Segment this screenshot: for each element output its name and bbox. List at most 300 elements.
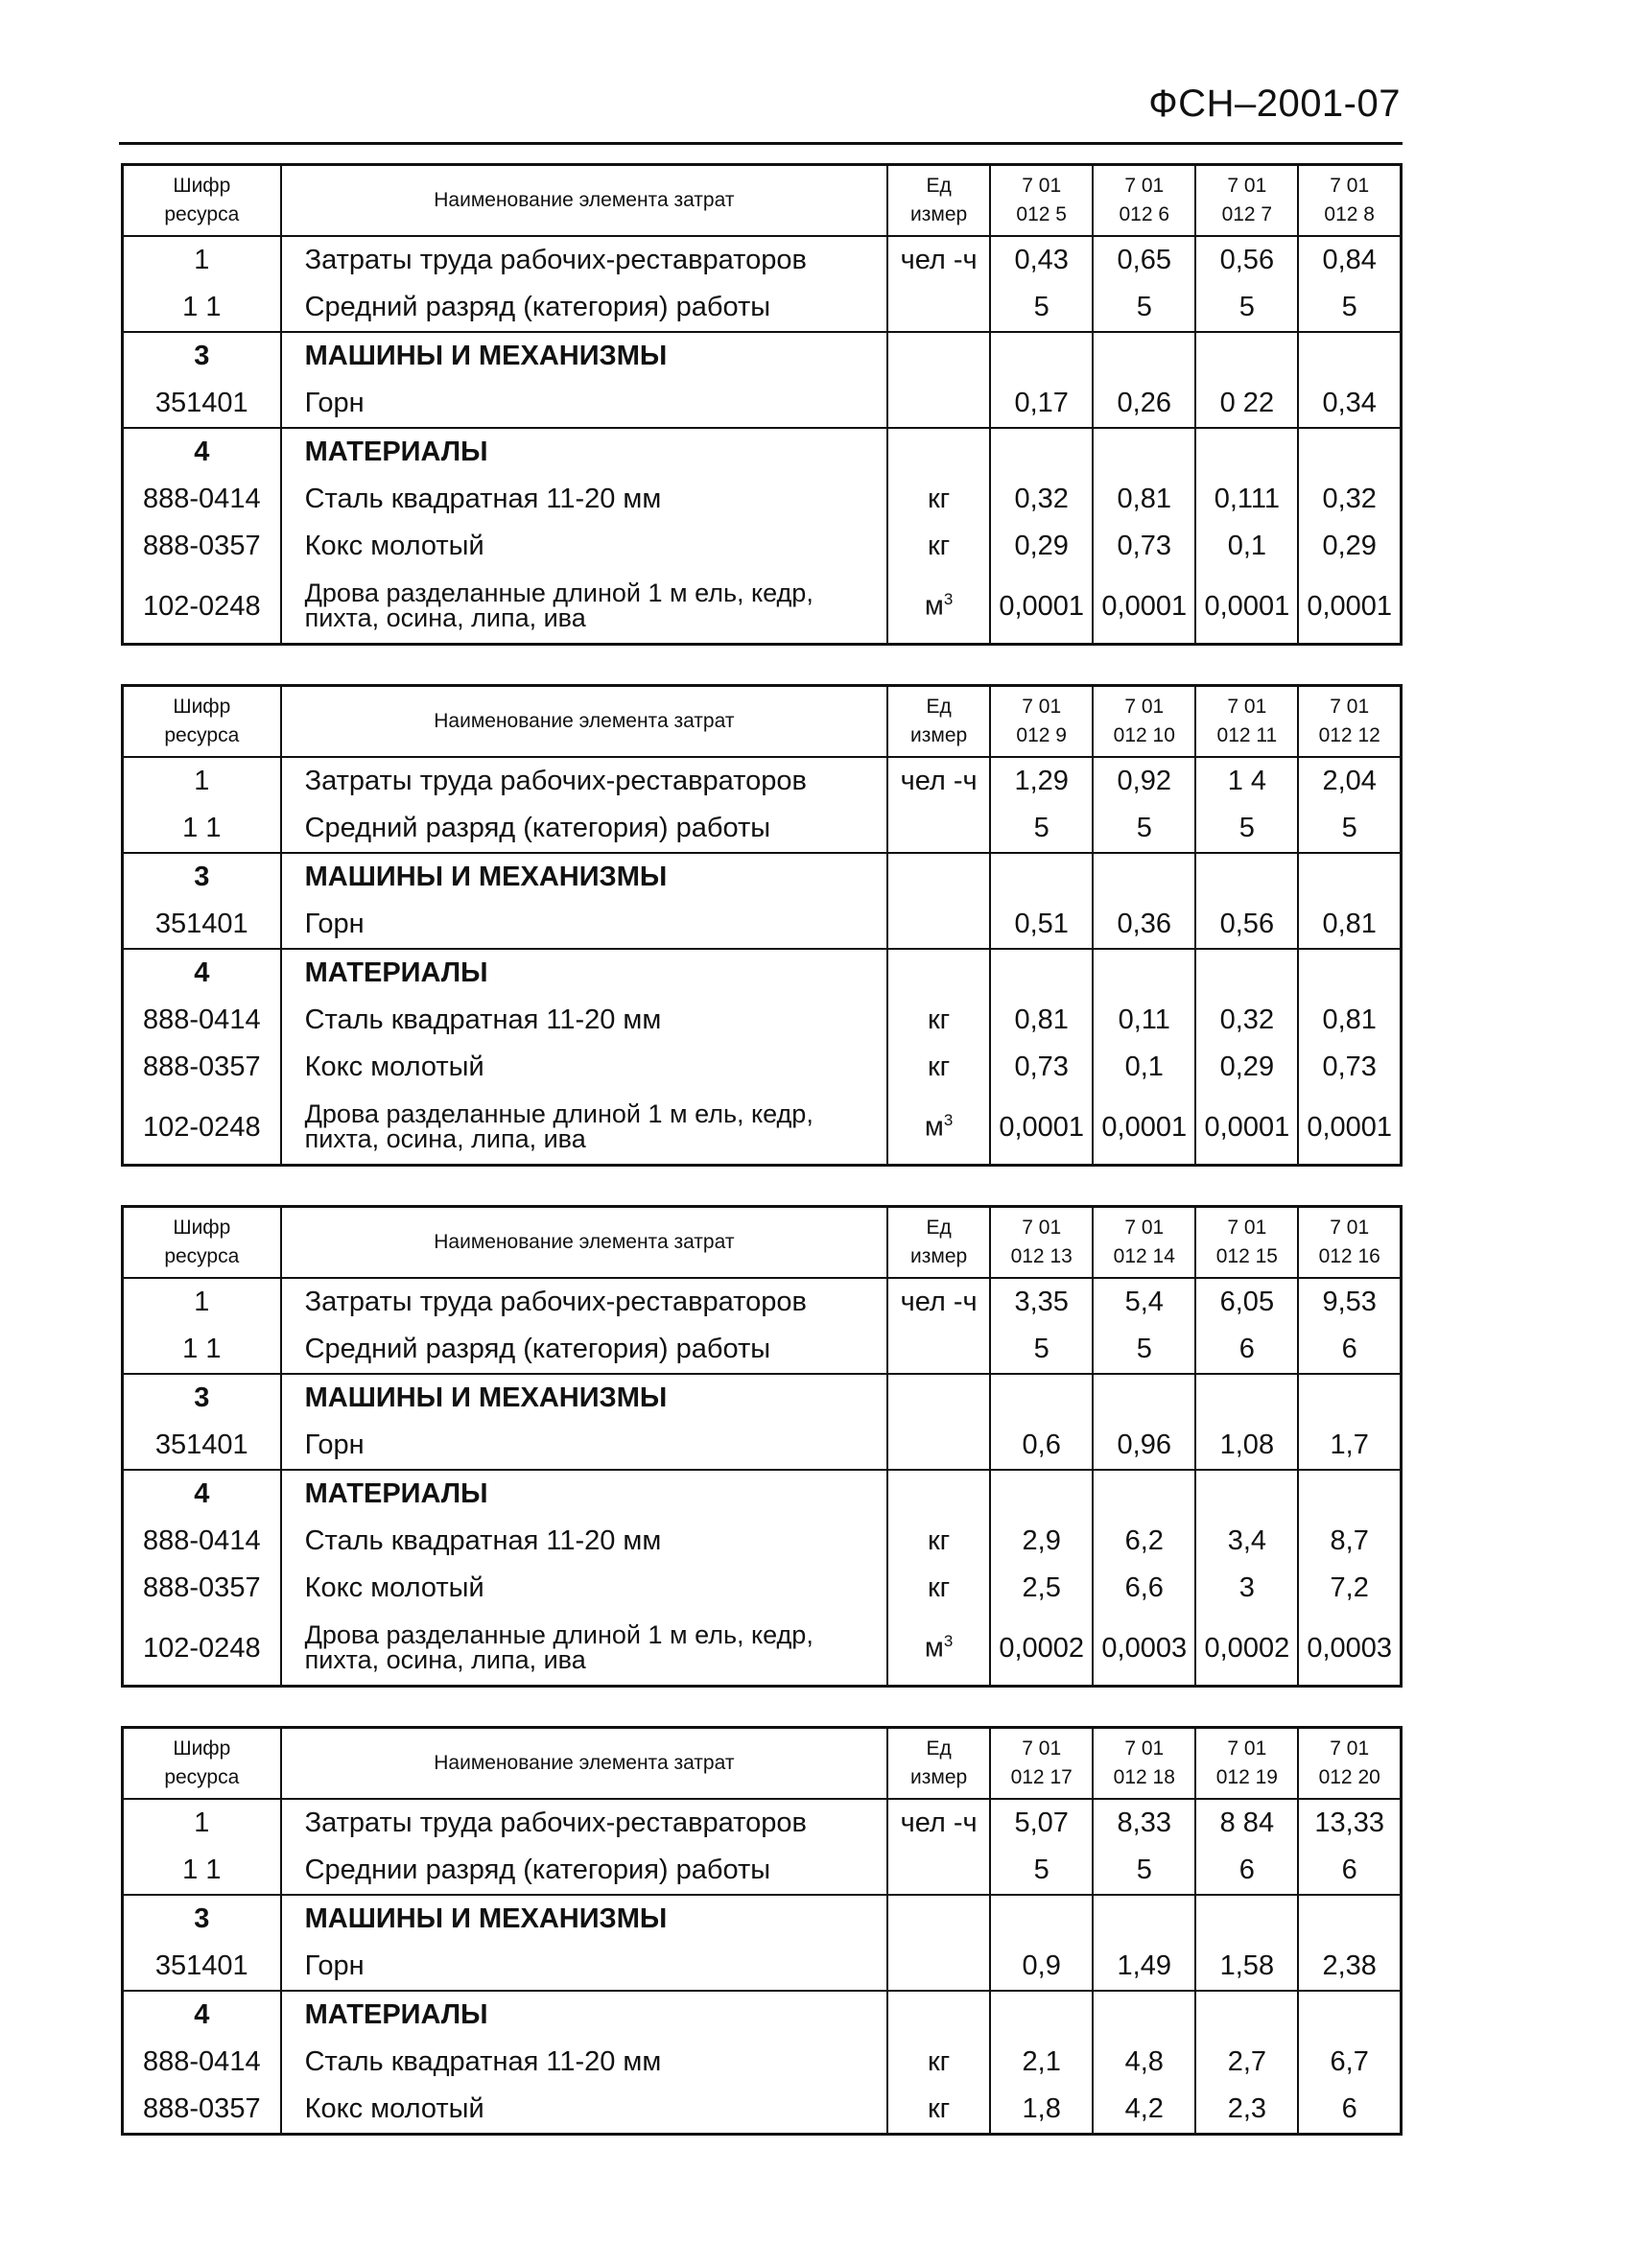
norm-value: 8,33 <box>1093 1799 1195 1847</box>
norm-value: 0,9 <box>990 1943 1093 1991</box>
resource-code: 888-0357 <box>123 1044 281 1091</box>
norm-value: 5 <box>1093 1326 1195 1374</box>
table-row <box>123 1991 1402 2039</box>
table-row <box>123 1470 1402 1518</box>
norm-value: 6 <box>1195 1326 1298 1374</box>
unit <box>887 380 990 428</box>
header-code <box>123 686 281 758</box>
norm-value <box>1093 1374 1195 1422</box>
table-row <box>123 997 1402 1044</box>
cost-element-name: Средний разряд (категория) работы <box>281 284 887 332</box>
norm-value: 0,0001 <box>1195 570 1298 645</box>
norm-value: 5 <box>1093 1847 1195 1895</box>
norm-value: 5 <box>1093 805 1195 853</box>
table-row <box>123 949 1402 997</box>
name-line2: пихта, осина, липа, ива <box>304 1645 586 1674</box>
resource-code: 3 <box>123 1374 281 1422</box>
resource-code: 1 1 <box>123 805 281 853</box>
table-row <box>123 476 1402 523</box>
norm-value: 0,32 <box>1298 476 1401 523</box>
norm-value <box>1195 1470 1298 1518</box>
norm-value: 1,7 <box>1298 1422 1401 1470</box>
table-row <box>123 2039 1402 2086</box>
table-header-row <box>123 1728 1402 1800</box>
header-norm-code <box>1093 165 1195 237</box>
table-row <box>123 1326 1402 1374</box>
name-line1: Дрова разделанные длиной 1 м ель, кедр, <box>304 1099 814 1129</box>
norm-code-line2: 012 12 <box>1318 724 1380 746</box>
norm-code-line1: 7 01 <box>1022 695 1062 718</box>
norm-code-line2: 012 13 <box>1010 1245 1073 1267</box>
norm-value: 0,84 <box>1298 236 1401 284</box>
table-row <box>123 236 1402 284</box>
cost-element-name: Затраты труда рабочих-реставраторов <box>281 1278 887 1326</box>
norm-value: 2,5 <box>990 1565 1093 1612</box>
norm-value: 6,05 <box>1195 1278 1298 1326</box>
unit <box>887 2086 990 2135</box>
norm-value: 0,34 <box>1298 380 1401 428</box>
resource-code: 4 <box>123 949 281 997</box>
norm-value <box>990 428 1093 476</box>
cost-element-name: МАТЕРИАЛЫ <box>281 1991 887 2039</box>
unit <box>887 570 990 645</box>
header-unit-line1: Ед <box>926 695 952 718</box>
unit <box>887 1518 990 1565</box>
resource-code: 1 1 <box>123 1847 281 1895</box>
cost-element-name: Горн <box>281 1943 887 1991</box>
cost-element-name <box>281 1091 887 1166</box>
cost-element-name: Затраты труда рабочих-реставраторов <box>281 236 887 284</box>
resource-code: 4 <box>123 1470 281 1518</box>
norm-value: 3 <box>1195 1565 1298 1612</box>
norm-value: 0,1 <box>1093 1044 1195 1091</box>
header-code <box>123 1207 281 1279</box>
unit <box>887 1565 990 1612</box>
cost-element-name: Затраты труда рабочих-реставраторов <box>281 757 887 805</box>
cost-element-name: МАШИНЫ И МЕХАНИЗМЫ <box>281 332 887 380</box>
norm-value: 0,32 <box>1195 997 1298 1044</box>
header-name: Наименование элемента затрат <box>281 686 887 758</box>
norm-value: 0,26 <box>1093 380 1195 428</box>
header-rule <box>119 142 1403 145</box>
norm-value: 1,29 <box>990 757 1093 805</box>
name-line1: Дрова разделанные длиной 1 м ель, кедр, <box>304 579 814 608</box>
unit <box>887 757 990 805</box>
norm-code-line1: 7 01 <box>1124 695 1165 718</box>
resource-code: 1 <box>123 1278 281 1326</box>
cost-element-name: Горн <box>281 901 887 949</box>
norm-code-line1: 7 01 <box>1330 1216 1370 1239</box>
norm-value: 5 <box>990 805 1093 853</box>
resource-code: 888-0414 <box>123 2039 281 2086</box>
table-row <box>123 1518 1402 1565</box>
resource-code: 888-0414 <box>123 997 281 1044</box>
norm-value: 0,0001 <box>1195 1091 1298 1166</box>
norm-value: 0,51 <box>990 901 1093 949</box>
cost-element-name: МАШИНЫ И МЕХАНИЗМЫ <box>281 1374 887 1422</box>
name-line2: пихта, осина, липа, ива <box>304 1124 586 1153</box>
unit <box>887 997 990 1044</box>
cost-element-name: МАТЕРИАЛЫ <box>281 949 887 997</box>
table-row <box>123 570 1402 645</box>
norm-value: 6,6 <box>1093 1565 1195 1612</box>
norm-value: 5 <box>1093 284 1195 332</box>
resource-code: 1 <box>123 236 281 284</box>
norm-value: 1,49 <box>1093 1943 1195 1991</box>
resource-code: 888-0414 <box>123 476 281 523</box>
norm-value: 6 <box>1298 1847 1401 1895</box>
cost-element-name: Кокс молотый <box>281 2086 887 2135</box>
norm-value: 7,2 <box>1298 1565 1401 1612</box>
table-row <box>123 1374 1402 1422</box>
cost-element-name: Кокс молотый <box>281 1044 887 1091</box>
norm-value: 0,73 <box>990 1044 1093 1091</box>
resource-code: 351401 <box>123 380 281 428</box>
cost-element-name: МАТЕРИАЛЫ <box>281 428 887 476</box>
unit <box>887 284 990 332</box>
norm-value <box>1195 1374 1298 1422</box>
document-code: ФСН–2001-07 <box>1148 83 1401 125</box>
table-row <box>123 523 1402 570</box>
cost-element-name: Средний разряд (категория) работы <box>281 1326 887 1374</box>
table-row <box>123 1278 1402 1326</box>
header-norm-code <box>1298 1728 1401 1800</box>
norm-value <box>990 1895 1093 1943</box>
table-row <box>123 805 1402 853</box>
norm-value: 0,36 <box>1093 901 1195 949</box>
table-row <box>123 1847 1402 1895</box>
header-code-line1: Шифр <box>173 174 231 197</box>
norm-value <box>1298 1991 1401 2039</box>
norm-value: 4,2 <box>1093 2086 1195 2135</box>
header-norm-code <box>990 1207 1093 1279</box>
resource-code: 888-0357 <box>123 1565 281 1612</box>
norm-value: 0,92 <box>1093 757 1195 805</box>
norm-value: 6,2 <box>1093 1518 1195 1565</box>
resource-code: 1 <box>123 757 281 805</box>
norm-value: 4,8 <box>1093 2039 1195 2086</box>
table-row <box>123 1565 1402 1612</box>
norm-value: 0,43 <box>990 236 1093 284</box>
header-norm-code <box>1195 1207 1298 1279</box>
norm-value: 1,8 <box>990 2086 1093 2135</box>
unit <box>887 523 990 570</box>
norm-code-line1: 7 01 <box>1330 1736 1370 1760</box>
header-unit <box>887 165 990 237</box>
norm-value: 0,0001 <box>1298 570 1401 645</box>
norm-table <box>121 1205 1403 1688</box>
unit <box>887 805 990 853</box>
resource-code: 888-0357 <box>123 523 281 570</box>
norm-value: 5,4 <box>1093 1278 1195 1326</box>
table-row <box>123 380 1402 428</box>
norm-value: 0,17 <box>990 380 1093 428</box>
norm-value: 0,0001 <box>1298 1091 1401 1166</box>
norm-table <box>121 163 1403 646</box>
norm-value: 0,56 <box>1195 236 1298 284</box>
cost-element-name: Затраты труда рабочих-реставраторов <box>281 1799 887 1847</box>
norm-code-line2: 012 19 <box>1215 1766 1278 1788</box>
resource-code: 3 <box>123 853 281 901</box>
unit-text: кг <box>927 531 951 561</box>
norm-code-line1: 7 01 <box>1022 1736 1062 1760</box>
unit <box>887 949 990 997</box>
norm-value <box>1298 1374 1401 1422</box>
norm-code-line2: 012 6 <box>1119 203 1170 225</box>
unit-superscript: 3 <box>943 1111 954 1130</box>
norm-value: 0,0001 <box>990 570 1093 645</box>
header-norm-code <box>1195 165 1298 237</box>
header-code-line2: ресурса <box>164 724 240 746</box>
norm-value <box>1093 1470 1195 1518</box>
header-norm-code <box>1195 686 1298 758</box>
norm-value: 1,08 <box>1195 1422 1298 1470</box>
norm-value <box>1298 332 1401 380</box>
norm-value <box>1298 1895 1401 1943</box>
unit <box>887 1895 990 1943</box>
norm-code-line2: 012 11 <box>1216 724 1278 746</box>
unit-superscript: 3 <box>943 1632 954 1651</box>
norm-value <box>1298 853 1401 901</box>
norm-value: 0,6 <box>990 1422 1093 1470</box>
norm-value: 5 <box>1298 284 1401 332</box>
norm-value: 3,35 <box>990 1278 1093 1326</box>
unit <box>887 1374 990 1422</box>
unit-text: кг <box>927 1572 951 1603</box>
resource-code: 102-0248 <box>123 1091 281 1166</box>
cost-element-name: Горн <box>281 1422 887 1470</box>
norm-tables <box>121 163 1403 2174</box>
resource-code: 351401 <box>123 901 281 949</box>
table-row <box>123 1422 1402 1470</box>
header-unit-line2: измер <box>910 724 968 746</box>
unit <box>887 1091 990 1166</box>
unit <box>887 1943 990 1991</box>
unit <box>887 428 990 476</box>
unit <box>887 1847 990 1895</box>
table-row <box>123 1044 1402 1091</box>
table-header-row <box>123 165 1402 237</box>
norm-value <box>990 853 1093 901</box>
unit-text: м <box>924 1632 944 1664</box>
table-row <box>123 332 1402 380</box>
norm-value: 0,0001 <box>1093 570 1195 645</box>
norm-value <box>1195 853 1298 901</box>
norm-value: 5 <box>1195 284 1298 332</box>
table-row <box>123 901 1402 949</box>
cost-element-name: Кокс молотый <box>281 523 887 570</box>
cost-element-name: МАТЕРИАЛЫ <box>281 1470 887 1518</box>
norm-value: 3,4 <box>1195 1518 1298 1565</box>
norm-value: 6 <box>1298 1326 1401 1374</box>
norm-code-line2: 012 5 <box>1016 203 1067 225</box>
resource-code: 351401 <box>123 1943 281 1991</box>
unit-text: чел -ч <box>900 1287 978 1317</box>
norm-value: 9,53 <box>1298 1278 1401 1326</box>
norm-value: 5 <box>1195 805 1298 853</box>
table-row <box>123 2086 1402 2135</box>
unit <box>887 1278 990 1326</box>
norm-value: 0,29 <box>990 523 1093 570</box>
norm-value: 0,111 <box>1195 476 1298 523</box>
norm-value: 0,73 <box>1093 523 1195 570</box>
unit-text: кг <box>927 484 951 514</box>
norm-code-line1: 7 01 <box>1330 174 1370 197</box>
norm-value: 1 4 <box>1195 757 1298 805</box>
cost-element-name: Кокс молотый <box>281 1565 887 1612</box>
norm-code-line1: 7 01 <box>1227 174 1267 197</box>
norm-value: 0,0002 <box>990 1612 1093 1687</box>
norm-value <box>1195 949 1298 997</box>
table-row <box>123 1612 1402 1687</box>
header-code-line1: Шифр <box>173 1736 231 1760</box>
norm-value: 0,0001 <box>1093 1091 1195 1166</box>
norm-code-line2: 012 7 <box>1221 203 1273 225</box>
unit-superscript: 3 <box>943 590 954 609</box>
table-row <box>123 853 1402 901</box>
table-row <box>123 428 1402 476</box>
unit <box>887 1991 990 2039</box>
norm-value: 0,0003 <box>1093 1612 1195 1687</box>
resource-code: 4 <box>123 1991 281 2039</box>
resource-code: 102-0248 <box>123 570 281 645</box>
unit <box>887 2039 990 2086</box>
unit <box>887 236 990 284</box>
unit-text: м <box>924 1111 944 1143</box>
table-row <box>123 284 1402 332</box>
norm-value: 6 <box>1298 2086 1401 2135</box>
norm-value: 0,96 <box>1093 1422 1195 1470</box>
norm-value: 13,33 <box>1298 1799 1401 1847</box>
norm-code-line1: 7 01 <box>1227 1216 1267 1239</box>
norm-value: 2,04 <box>1298 757 1401 805</box>
norm-value <box>1195 1991 1298 2039</box>
norm-code-line2: 012 18 <box>1113 1766 1175 1788</box>
header-code-line2: ресурса <box>164 1245 240 1267</box>
header-norm-code <box>1093 1728 1195 1800</box>
header-unit <box>887 1728 990 1800</box>
norm-value <box>1093 1895 1195 1943</box>
cost-element-name <box>281 570 887 645</box>
norm-code-line2: 012 9 <box>1016 724 1067 746</box>
norm-value <box>990 1991 1093 2039</box>
norm-value: 2,1 <box>990 2039 1093 2086</box>
cost-element-name: МАШИНЫ И МЕХАНИЗМЫ <box>281 853 887 901</box>
norm-value: 2,38 <box>1298 1943 1401 1991</box>
cost-element-name: Сталь квадратная 11-20 мм <box>281 997 887 1044</box>
table-row <box>123 1799 1402 1847</box>
norm-value <box>1195 428 1298 476</box>
norm-value: 0,81 <box>1298 901 1401 949</box>
norm-code-line1: 7 01 <box>1227 695 1267 718</box>
header-name: Наименование элемента затрат <box>281 1728 887 1800</box>
norm-value <box>1093 428 1195 476</box>
norm-value: 0,56 <box>1195 901 1298 949</box>
name-line1: Дрова разделанные длиной 1 м ель, кедр, <box>304 1620 814 1650</box>
header-unit <box>887 1207 990 1279</box>
header-name: Наименование элемента затрат <box>281 165 887 237</box>
unit-text: кг <box>927 2093 951 2124</box>
unit <box>887 332 990 380</box>
resource-code: 1 1 <box>123 284 281 332</box>
norm-code-line1: 7 01 <box>1022 174 1062 197</box>
norm-code-line1: 7 01 <box>1124 1216 1165 1239</box>
header-unit-line1: Ед <box>926 1216 952 1239</box>
resource-code: 4 <box>123 428 281 476</box>
header-norm-code <box>990 686 1093 758</box>
norm-value <box>1195 332 1298 380</box>
unit-text: чел -ч <box>900 1807 978 1838</box>
header-unit-line1: Ед <box>926 174 952 197</box>
resource-code: 3 <box>123 1895 281 1943</box>
unit <box>887 901 990 949</box>
unit-text: кг <box>927 2046 951 2077</box>
header-code <box>123 165 281 237</box>
norm-code-line2: 012 14 <box>1113 1245 1175 1267</box>
resource-code: 888-0414 <box>123 1518 281 1565</box>
header-unit <box>887 686 990 758</box>
table-header-row <box>123 1207 1402 1279</box>
header-norm-code <box>1093 686 1195 758</box>
norm-value: 2,3 <box>1195 2086 1298 2135</box>
header-norm-code <box>990 165 1093 237</box>
table-row <box>123 1091 1402 1166</box>
resource-code: 1 1 <box>123 1326 281 1374</box>
header-code-line2: ресурса <box>164 1766 240 1788</box>
norm-value: 5 <box>990 1847 1093 1895</box>
norm-value: 0,0003 <box>1298 1612 1401 1687</box>
unit <box>887 1422 990 1470</box>
header-norm-code <box>990 1728 1093 1800</box>
unit <box>887 853 990 901</box>
header-name: Наименование элемента затрат <box>281 1207 887 1279</box>
unit-text: кг <box>927 1004 951 1035</box>
norm-value: 5 <box>1298 805 1401 853</box>
unit <box>887 476 990 523</box>
table-row <box>123 1895 1402 1943</box>
norm-value: 0,32 <box>990 476 1093 523</box>
norm-value: 5 <box>990 1326 1093 1374</box>
norm-code-line2: 012 16 <box>1318 1245 1380 1267</box>
norm-code-line1: 7 01 <box>1124 1736 1165 1760</box>
unit-text: м <box>924 590 944 622</box>
norm-value: 0,73 <box>1298 1044 1401 1091</box>
norm-value <box>1298 949 1401 997</box>
norm-value: 0,65 <box>1093 236 1195 284</box>
header-norm-code <box>1093 1207 1195 1279</box>
norm-table <box>121 684 1403 1167</box>
unit <box>887 1799 990 1847</box>
norm-value: 0,29 <box>1298 523 1401 570</box>
norm-value: 0,0002 <box>1195 1612 1298 1687</box>
norm-value: 6 <box>1195 1847 1298 1895</box>
norm-code-line2: 012 8 <box>1324 203 1375 225</box>
norm-table <box>121 1726 1403 2136</box>
header-unit-line1: Ед <box>926 1736 952 1760</box>
cost-element-name: МАШИНЫ И МЕХАНИЗМЫ <box>281 1895 887 1943</box>
norm-value <box>1195 1895 1298 1943</box>
header-code-line1: Шифр <box>173 695 231 718</box>
norm-code-line1: 7 01 <box>1227 1736 1267 1760</box>
header-norm-code <box>1298 1207 1401 1279</box>
norm-value: 0,81 <box>990 997 1093 1044</box>
table-row <box>123 1943 1402 1991</box>
norm-value: 5,07 <box>990 1799 1093 1847</box>
norm-value <box>990 949 1093 997</box>
norm-value: 0,29 <box>1195 1044 1298 1091</box>
unit <box>887 1612 990 1687</box>
header-norm-code <box>1195 1728 1298 1800</box>
